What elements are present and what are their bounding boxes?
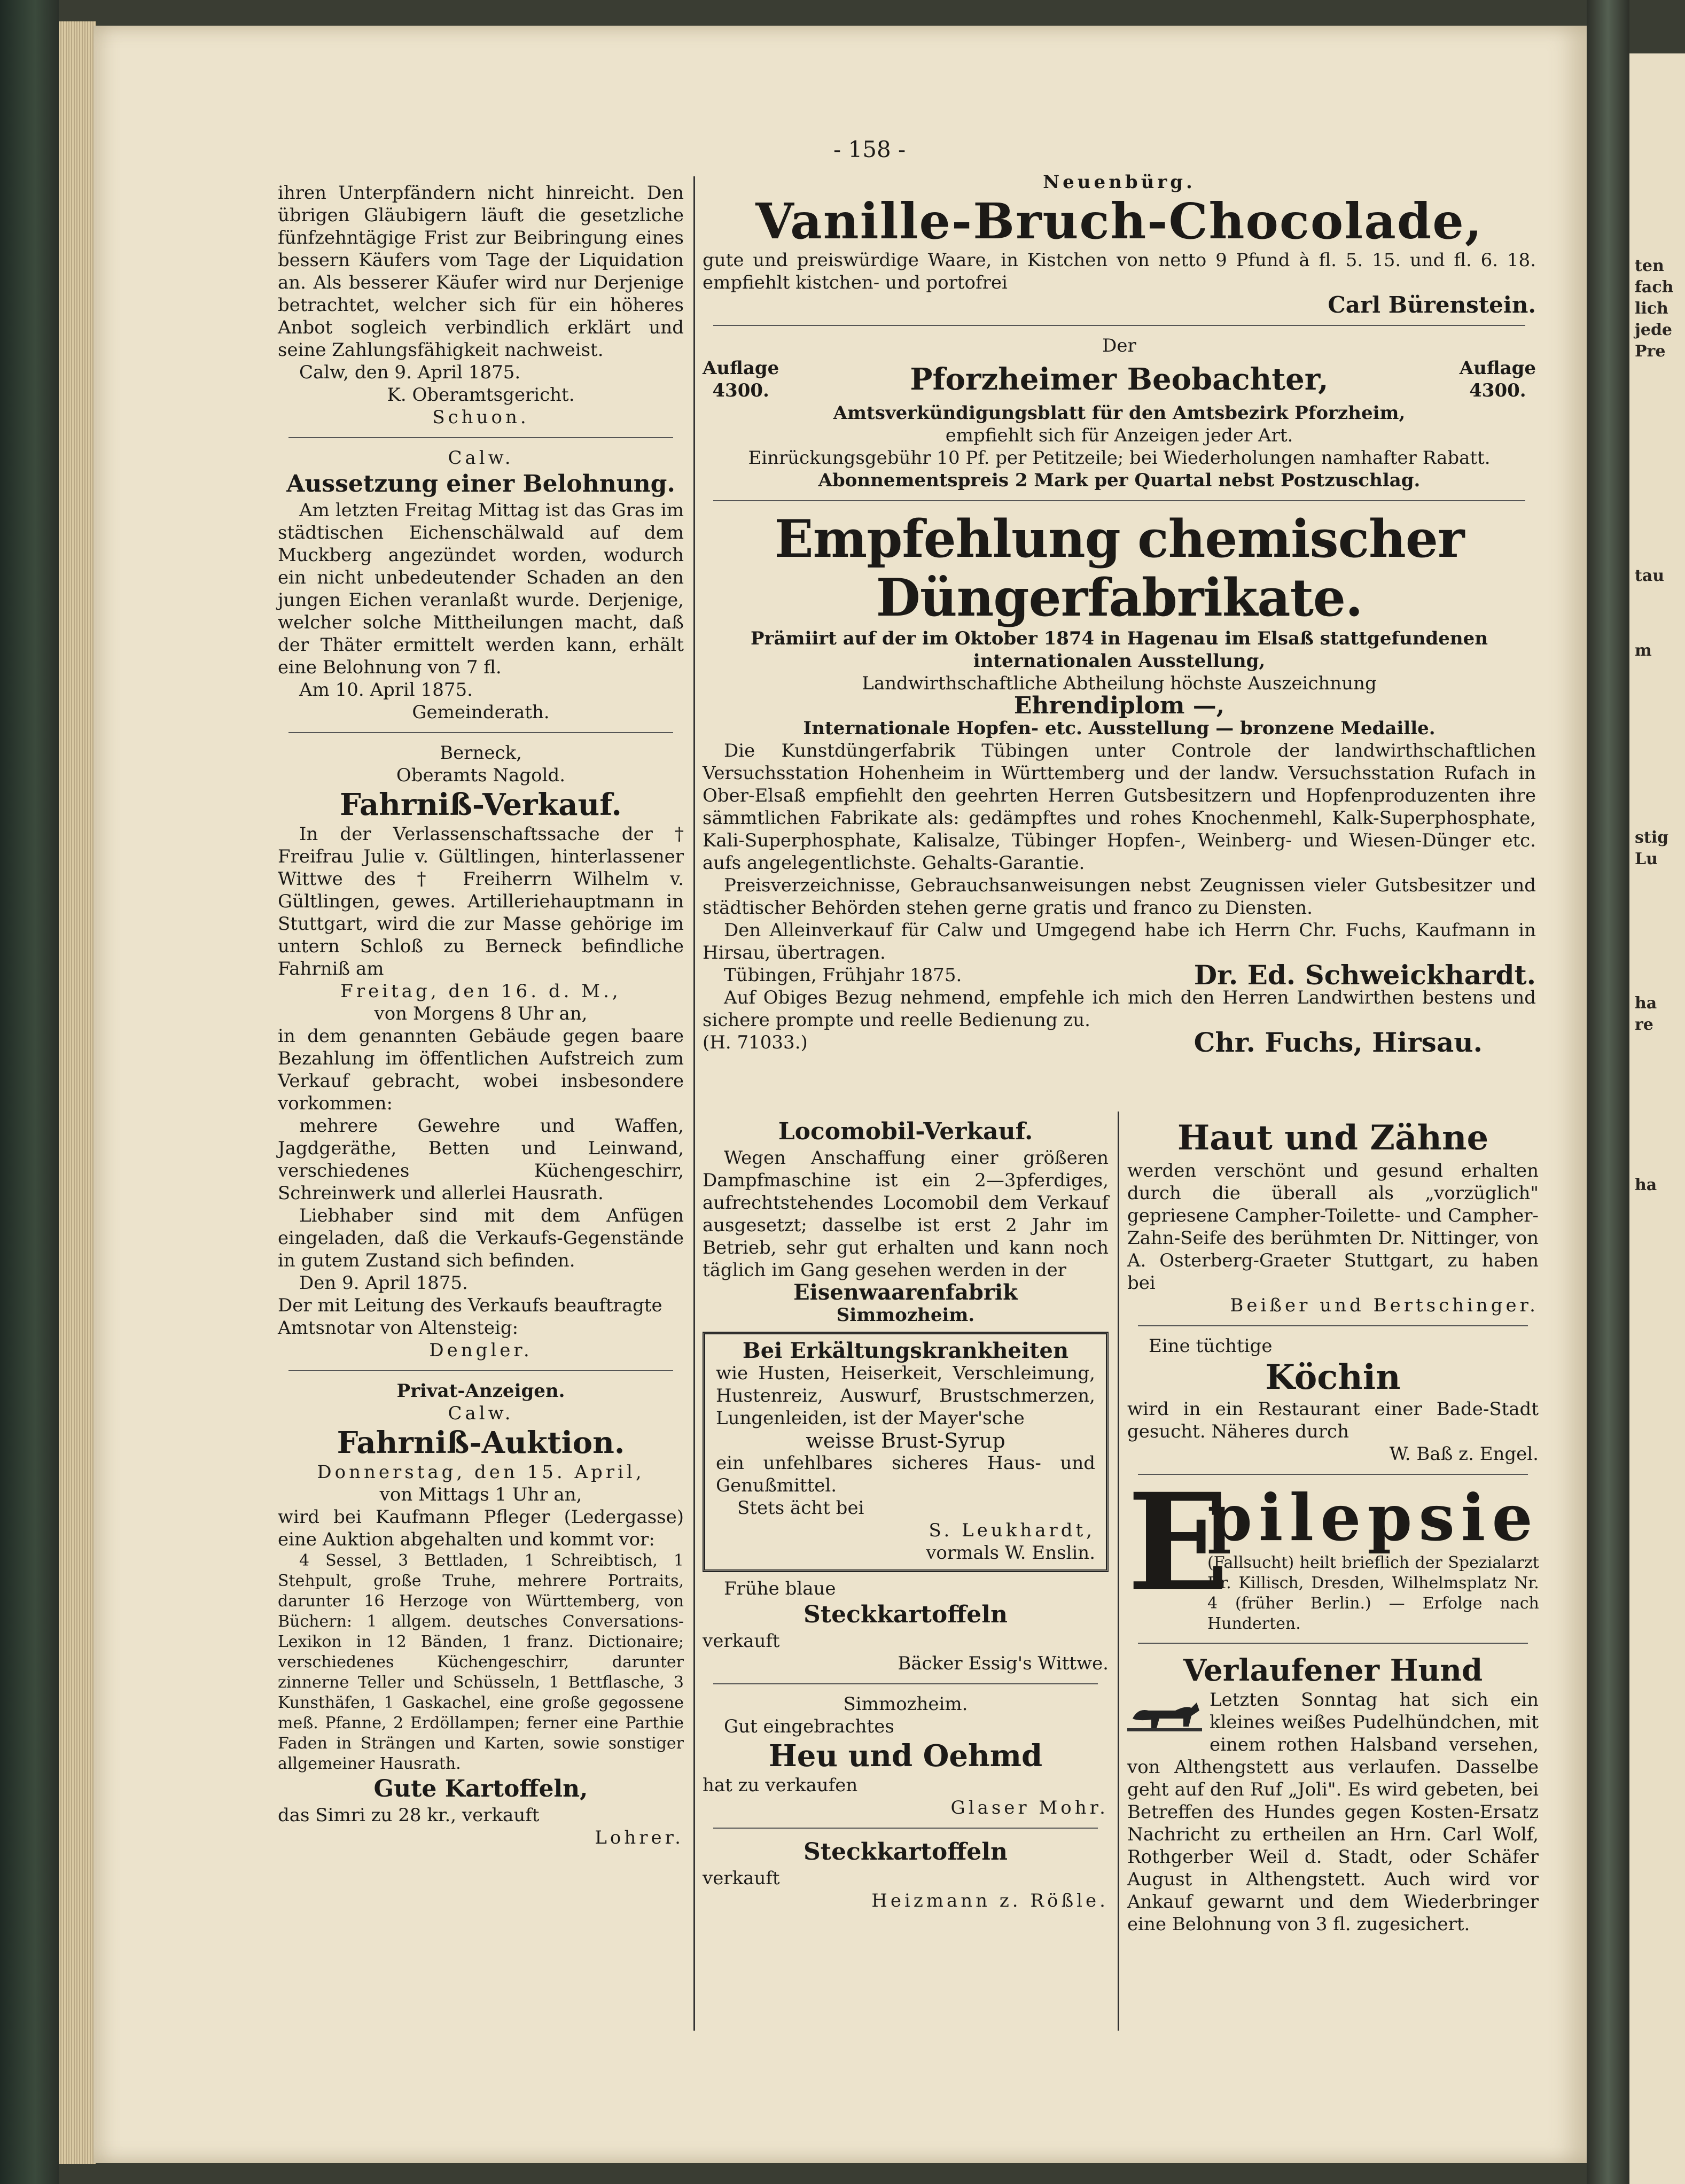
page-edges	[59, 21, 96, 2164]
event-date: Donnerstag, den 15. April,	[317, 1462, 645, 1483]
right-column	[1127, 1117, 1539, 1936]
divider	[713, 1683, 1098, 1684]
signature-row	[703, 959, 1536, 991]
signature: Glaser Mohr.	[950, 1797, 1109, 1818]
signature: Simmozheim.	[836, 1304, 975, 1326]
ad-body: empfiehlt sich für Anzeigen jeder Art.	[945, 425, 1293, 446]
signature: Bäcker Essig's Wittwe.	[898, 1653, 1109, 1674]
ad-body: gute und preiswürdige Waare, in Kistchen von netto 9 Pfund à fl. 5. 15. und fl. 6. 18. empfiehlt kistchen- und portofrei	[703, 250, 1536, 293]
left-column	[278, 182, 684, 1849]
ad-title: pilepsie	[1207, 1480, 1539, 1556]
label: Auflage	[1459, 357, 1536, 379]
ad-title: Pforzheimer Beobachter,	[910, 362, 1329, 397]
date-line: Calw, den 9. April 1875.	[299, 362, 521, 383]
signature: Dengler.	[429, 1340, 533, 1361]
notice-title: Fahrniß-Verkauf.	[340, 787, 622, 822]
label: Auflage	[703, 357, 779, 379]
ad-body: hat zu verkaufen	[703, 1775, 858, 1796]
ad-body: Landwirthschaftliche Abtheilung höchste Auszeichnung	[862, 673, 1377, 694]
circulation-right	[1460, 357, 1536, 402]
place-heading: Calw.	[448, 447, 514, 469]
code: (H. 71033.)	[703, 1032, 808, 1053]
notice-title: Fahrniß-Auktion.	[337, 1425, 625, 1460]
epilepsy-ad-body	[1207, 1480, 1539, 1634]
ad-body: (Fallsucht) heilt brieflich der Spezialarzt Dr. Killisch, Dresden, Wilhelmsplatz Nr. 4 (früher Berlin.) — Erfolge nach Hunderten.	[1207, 1553, 1539, 1633]
fragment: tau	[1635, 566, 1665, 585]
notice-body: In der Verlassenschaftssache der † Freifrau Julie v. Gültlingen, hinterlassener Wittwe des † Freiherrn Wilhelm v. Gültlingen, gewes. Artilleriehauptmann in Stuttgart, wird die zur Masse gehörige im untern Schloß zu Berneck befindliche Fahrniß am	[278, 823, 684, 980]
next-page-fragment	[1629, 53, 1685, 2184]
notice-title: Aussetzung einer Belohnung.	[286, 470, 675, 498]
ad-body: Frühe blaue	[724, 1578, 836, 1599]
divider	[713, 325, 1525, 326]
circulation-left	[703, 357, 779, 402]
column-rule	[1118, 1112, 1119, 2031]
fragment: stig	[1635, 828, 1669, 847]
ad-title: Vanille-Bruch-Chocolade,	[755, 192, 1483, 250]
item-list: mehrere Gewehre und Waffen, Jagdgeräthe, Betten und Leinwand, verschiedenes Küchengeschirr, Schreinwerk und allerlei Hausrath.	[278, 1115, 684, 1204]
ad-title: Heu und Oehmd	[768, 1738, 1043, 1774]
award: Ehrendiplom —,	[1013, 692, 1225, 719]
notice-body: wird bei Kaufmann Pfleger (Ledergasse) eine Auktion abgehalten und kommt vor:	[278, 1506, 684, 1550]
fragment: ha	[1635, 994, 1657, 1013]
boxed-ad	[703, 1332, 1109, 1572]
dog-icon	[1127, 1692, 1202, 1735]
signature: Heizmann z. Rößle.	[871, 1890, 1109, 1911]
divider	[288, 437, 673, 438]
value: 4300.	[1469, 380, 1526, 401]
ad-body: werden verschönt und gesund erhalten durch die überall als „vorzüglich" gepriesene Campher-Toilette- und Campher-Zahn-Seife des berühmten Dr. Nittinger, von A. Osterberg-Graeter Stuttgart, zu haben bei	[1127, 1160, 1539, 1294]
signature: Carl Bürenstein.	[1328, 292, 1536, 318]
ad-title: Locomobil-Verkauf.	[778, 1118, 1033, 1145]
ad-subtitle: Amtsverkündigungsblatt für den Amtsbezirk Pforzheim,	[833, 402, 1406, 424]
fragment: re	[1635, 1015, 1653, 1034]
ad-body: Einrückungsgebühr 10 Pf. per Petitzeile; bei Wiederholungen namhafter Rabatt.	[748, 447, 1491, 469]
ad-body: verkauft	[703, 1868, 780, 1889]
fragment: jede	[1635, 321, 1673, 339]
divider	[713, 500, 1525, 501]
section-heading: Privat-Anzeigen.	[396, 1380, 565, 1402]
middle-column	[703, 1117, 1109, 1912]
notice-body: Liebhaber sind mit dem Anfügen eingeladen, daß die Verkaufs-Gegenstände in gutem Zustand sich befinden.	[278, 1205, 684, 1271]
ad-body: Preisverzeichnisse, Gebrauchsanweisungen nebst Zeugnissen vieler Gutsbesitzer und städtischer Behörden stehen gerne gratis und franco zu Diensten.	[703, 875, 1536, 919]
divider	[713, 1828, 1098, 1829]
fragment: ha	[1635, 1176, 1657, 1194]
court-name: K. Oberamtsgericht.	[387, 384, 575, 406]
ad-body: Stets ächt bei	[737, 1497, 864, 1519]
divider	[288, 732, 673, 733]
signature: Lohrer.	[595, 1827, 684, 1848]
signature: Gemeinderath.	[412, 702, 550, 723]
place-heading: Neuenbürg.	[1043, 172, 1196, 193]
signature: Dr. Ed. Schweickhardt.	[1193, 959, 1536, 991]
ad-body: Wegen Anschaffung einer größeren Dampfmaschine ist ein 2—3pferdiges, aufrechtstehendes Locomobil dem Verkauf ausgesetzt; dasselbe ist erst 2 Jahr im Betrieb, sehr gut erhalten und kann noch täglich im Gang gesehen werden in der	[703, 1147, 1109, 1281]
ad-body: verkauft	[703, 1630, 780, 1652]
event-date: Freitag, den 16. d. M.,	[340, 981, 621, 1002]
award: Internationale Hopfen- etc. Ausstellung — bronzene Medaille.	[803, 718, 1436, 739]
signature: S. Leukhardt,	[929, 1520, 1095, 1541]
ad-title: Steckkartoffeln	[803, 1838, 1008, 1866]
ad-title: Verlaufener Hund	[1183, 1653, 1483, 1688]
place-heading: Berneck,	[440, 742, 522, 764]
item-list: 4 Sessel, 3 Bettladen, 1 Schreibtisch, 1 Stehpult, große Truhe, mehrere Portraits, darunter 16 Herzoge von Württemberg, von Büchern: 1 allgem. deutsches Conversations-Lexikon in 12 Bänden, 1 franz. Dictionaire; verschiedenes Küchengeschirr, darunter zinnerne Teller und Schüsseln, 1 Bettflasche, 3 Kunsthäfen, 1 Gaskachel, eine große gegossene meß. Pfanne, 2 Erdöllampen; ferner eine Parthie Faden in Strängen und Karten, sowie sonstiger allgemeiner Hausrath.	[278, 1551, 684, 1773]
ad-body: ein unfehlbares sicheres Haus- und Genußmittel.	[716, 1452, 1095, 1496]
place-subheading: Oberamts Nagold.	[396, 765, 566, 786]
date-line: Am 10. April 1875.	[299, 679, 473, 701]
ad-title: Steckkartoffeln	[803, 1601, 1008, 1628]
signature: vormals W. Enslin.	[926, 1542, 1095, 1564]
newspaper-ad-header	[703, 357, 1536, 402]
divider	[288, 1370, 673, 1371]
label: Der	[1102, 335, 1136, 356]
book-binding	[0, 0, 59, 2184]
ad-body: Eine tüchtige	[1149, 1335, 1273, 1357]
signature: Eisenwaarenfabrik	[793, 1280, 1018, 1305]
ad-body: das Simri zu 28 kr., verkauft	[278, 1805, 540, 1826]
ad-body: Den Alleinverkauf für Calw und Umgegend habe ich Herrn Chr. Fuchs, Kaufmann in Hirsau, übertragen.	[703, 920, 1536, 963]
divider	[1138, 1643, 1528, 1644]
signature: Beißer und Bertschinger.	[1230, 1295, 1539, 1316]
right-wide-section	[703, 171, 1536, 1058]
signature: Schuon.	[432, 407, 529, 428]
place-heading: Calw.	[448, 1403, 514, 1424]
ad-body: wie Husten, Heiserkeit, Verschleimung, Hustenreiz, Auswurf, Brustschmerzen, Lungenleiden, ist der Mayer'sche	[716, 1363, 1095, 1429]
date-line: Tübingen, Frühjahr 1875.	[724, 965, 962, 986]
notice-body: in dem genannten Gebäude gegen baare Bezahlung im öffentlichen Aufstreich zum Verkauf gebracht, wobei insbesondere vorkommen:	[278, 1025, 684, 1114]
place-heading: Simmozheim.	[843, 1693, 968, 1715]
ad-body: wird in ein Restaurant einer Bade-Stadt gesucht. Näheres durch	[1127, 1398, 1539, 1442]
ad-title: Haut und Zähne	[1177, 1118, 1489, 1158]
signature: Der mit Leitung des Verkaufs beauftragte Amtsnotar von Altensteig:	[278, 1295, 662, 1339]
page-number: - 158 -	[833, 136, 906, 162]
fragment: m	[1635, 641, 1652, 660]
fragment: lich	[1635, 299, 1668, 318]
date-line: Den 9. April 1875.	[299, 1272, 468, 1294]
continued-text: ihren Unterpfändern nicht hinreicht. Den übrigen Gläubigern läuft die gesetzliche fünfzehntägige Frist zur Beibringung eines bessern Käufers vom Tage der Liquidation an. Als besserer Käufer wird nur Derjenige betrachtet, welcher sich für ein höheres Anbot sogleich verbindlich erklärt und seine Zahlungsfähigkeit nachweist.	[278, 182, 684, 361]
event-time: von Mittags 1 Uhr an,	[379, 1484, 582, 1505]
epilepsy-ad	[1127, 1464, 1539, 1634]
drop-cap: E	[1127, 1464, 1229, 1621]
ad-body	[1127, 1689, 1539, 1936]
ad-title: Köchin	[1265, 1357, 1401, 1397]
ad-body: Auf Obiges Bezug nehmend, empfehle ich mich den Herren Landwirthen bestens und sichere prompte und reelle Bedienung zu.	[703, 987, 1536, 1031]
ad-body-text: Letzten Sonntag hat sich ein kleines weißes Pudelhündchen, mit einem rothen Halsband versehen, von Althengstett aus verlaufen. Dasselbe geht auf den Ruf „Joli". Es wird gebeten, bei Betreffen des Hundes gegen Kosten-Ersatz Nachricht zu ertheilen an Hrn. Carl Wolf, Rothgerber Weil d. Stadt, oder Schäfer August in Althengstett. Auch wird vor Ankauf gewarnt und dem Wiederbringer eine Belohnung von 3 fl. zugesichert.	[1127, 1689, 1539, 1935]
event-time: von Morgens 8 Uhr an,	[374, 1003, 588, 1024]
signature: Chr. Fuchs, Hirsau.	[1193, 1027, 1483, 1058]
divider	[1138, 1325, 1528, 1326]
fragment: Lu	[1635, 850, 1658, 868]
ad-title: Bei Erkältungskrankheiten	[742, 1338, 1069, 1363]
ad-title: Empfehlung chemischer Düngerfabrikate.	[774, 509, 1464, 628]
ad-body: Die Kunstdüngerfabrik Tübingen unter Controle der landwirthschaftlichen Versuchsstation Hohenheim in Württemberg und der landw. Versuchsstation Rufach in Ober-Elsaß empfiehlt den geehrten Herren Gutsbesitzern und Hopfenproduzenten ihre sämmtlichen Fabrikate als: gedämpftes und rohes Knochenmehl, Kalk-Superphosphate, Kali-Superphosphate, Kalisalze, Tübinger Hopfen-, Weinberg- und Wiesen-Dünger etc. aufs angelegentlichste. Gehalts-Garantie.	[703, 740, 1536, 874]
ad-body: Abonnementspreis 2 Mark per Quartal nebst Postzuschlag.	[818, 470, 1421, 491]
fragment: Pre	[1635, 342, 1666, 361]
ad-body: Prämiirt auf der im Oktober 1874 in Hagenau im Elsaß stattgefundenen internationalen Ausstellung,	[750, 628, 1488, 672]
signature: W. Baß z. Engel.	[1389, 1443, 1539, 1465]
book-gutter	[1587, 0, 1629, 2184]
ad-body: Gut eingebrachtes	[724, 1716, 894, 1737]
product-name: weisse Brust-Syrup	[806, 1429, 1005, 1452]
signature-row	[703, 1027, 1536, 1058]
ad-title: Gute Kartoffeln,	[373, 1775, 588, 1802]
fragment: fach	[1635, 278, 1674, 297]
fragment: ten	[1635, 257, 1664, 275]
notice-body: Am letzten Freitag Mittag ist das Gras im städtischen Eichenschälwald auf dem Muckberg angezündet worden, wodurch ein nicht unbedeutender Schaden an den jungen Eichen veranlaßt wurde. Derjenige, welcher solche Mittheilungen macht, daß der Thäter ermittelt werden kann, erhält eine Belohnung von 7 fl.	[278, 500, 684, 678]
column-rule	[693, 176, 695, 2031]
value: 4300.	[712, 380, 769, 401]
